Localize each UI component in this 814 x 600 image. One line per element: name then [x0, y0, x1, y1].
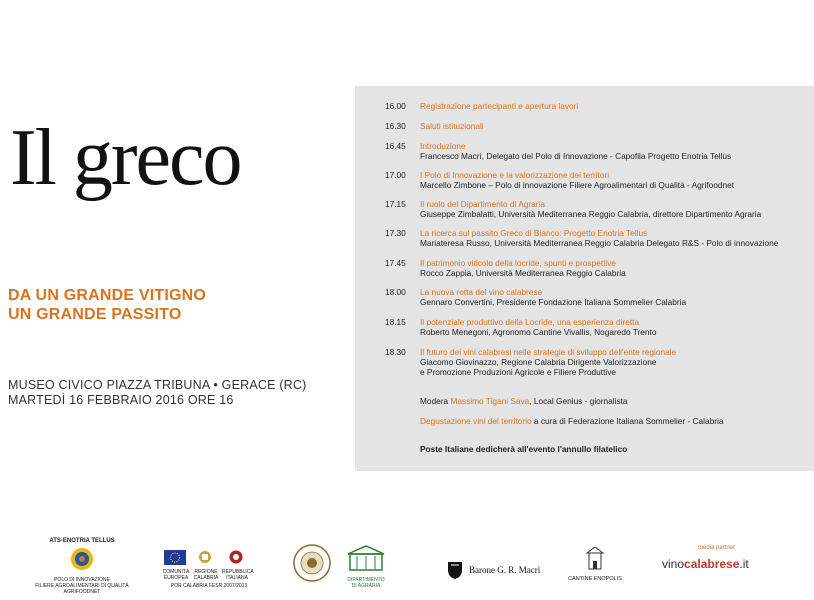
venue-line-2: MARTEDÌ 16 FEBBRAIO 2016 ORE 16: [8, 393, 234, 407]
program-time: 16.00: [385, 101, 406, 111]
calabrese-text: calabrese: [684, 557, 740, 571]
program-title: Introduzione: [420, 141, 466, 151]
program-detail: Giuseppe Zimbalatti, Università Mediterranea Reggio Calabria, direttore Dipartimento Agraria: [420, 209, 762, 219]
subtitle-line-2: UN GRANDE PASSITO: [8, 306, 182, 323]
enopolis-logo: [560, 547, 630, 587]
program-panel: [355, 86, 814, 471]
institution-flags-icon: [160, 548, 260, 568]
program-title: Il futuro dei vini calabresi nelle strategie di sviluppo dell'ente regionale: [420, 347, 677, 357]
ats-logo: [22, 538, 142, 600]
moderator-name: Massimo Tigani Sava: [450, 396, 530, 406]
program-time: 17.45: [385, 258, 406, 268]
dipartimento-logo: [343, 544, 389, 588]
event-subtitle: [8, 286, 206, 324]
polo-line-3: AGRIFOODNET: [63, 589, 101, 595]
subtitle-line-1: DA UN GRANDE VITIGNO: [8, 287, 207, 304]
program-title: Il potenziale produttivo della Locride, una esperienza diretta: [420, 317, 640, 327]
tasting-suffix: a cura di Federazione Italiana Sommelier - Calabria: [531, 416, 724, 426]
program-time: 16.45: [385, 141, 406, 151]
media-partner-logo: [660, 545, 770, 585]
program-time: 16.30: [385, 121, 406, 131]
program-title: La nuova rotta del vino calabrese: [420, 287, 543, 297]
program-detail: Francesco Macrì, Delegato del Polo di Innovazione - Capofila Progetto Enotria Tellus: [420, 151, 732, 161]
program-detail-2: e Promozione Produzioni Agricole e Filiere Produttive: [420, 367, 616, 377]
program-detail: Marcello Zimbone – Polo di innovazione Filiere Agroalimentari di Qualità - Agrifoodnet: [420, 180, 735, 190]
barone-label: Barone G. R. Macrì: [469, 565, 541, 575]
polo-emblem-icon: [22, 544, 142, 572]
program-title: La ricerca sul passito Greco di Bianco: Progetto Enotria Tellus: [420, 228, 648, 238]
dipartimento-line-2: DI AGRARIA: [351, 583, 381, 589]
polo-line-1: POLO DI INNOVAZIONE: [54, 577, 110, 583]
venue-info: [8, 378, 307, 408]
program-detail: Mariateresa Russo, Università Mediterranea Reggio Calabria Delegato R&S - Polo di innovazione: [420, 238, 779, 248]
program-time: 18.30: [385, 347, 406, 357]
program-detail: Roberto Menegoni, Agronomo Cantine Vivallis, Nogaredo Trento: [420, 327, 657, 337]
sponsor-footer: [0, 530, 814, 600]
repubblica-label: REPUBBLICA ITALIANA: [222, 569, 254, 581]
moderator-prefix: Modera: [420, 396, 451, 406]
stamp-note: Poste Italiane dedicherà all'evento l'annullo filatelico: [420, 444, 628, 454]
regione-label: REGIONE CALABRIA: [193, 569, 219, 581]
media-partner-label: media partner: [698, 545, 736, 551]
tower-icon: [560, 547, 630, 571]
program-time: 17.00: [385, 170, 406, 180]
polo-line-2: FILIERE AGROALIMENTARI DI QUALITÀ: [35, 583, 129, 589]
tasting-label: Degustazione vini del territorio: [420, 416, 532, 426]
event-title: Il greco: [10, 114, 241, 202]
program-title: Il patrimonio viticolo della locride, spunti e prospettive: [420, 258, 616, 268]
vinocalabrese-wordmark: [662, 557, 749, 571]
moderator-text: [420, 396, 628, 406]
venue-line-1: MUSEO CIVICO PIAZZA TRIBUNA • GERACE (RC): [8, 378, 307, 392]
program-detail: Rocco Zappia, Università Mediterranea Reggio Calabria: [420, 268, 626, 278]
program-detail: Giacomo Giovinazzo, Regione Calabria Dirigente Valorizzazione: [420, 357, 657, 367]
fesr-label: POR CALABRIA FESR 2007/2013: [170, 583, 248, 589]
institutional-logos: [160, 548, 260, 600]
program-title: Il ruolo del Dipartimento di Agraria: [420, 199, 545, 209]
eu-label: COMUNITÀ EUROPEA: [162, 569, 190, 581]
university-seal-icon: [292, 543, 332, 583]
program-time: 17.30: [385, 228, 406, 238]
it-text: .it: [739, 557, 749, 571]
ats-label: ATS-ENOTRIA TELLUS: [49, 538, 115, 544]
cantine-label: CANTINE ENOPOLIS: [568, 576, 622, 582]
dipartimento-line-1: DIPARTIMENTO: [347, 577, 385, 583]
building-icon: [343, 544, 389, 572]
barone-logo: [447, 560, 557, 580]
shield-icon: [447, 560, 463, 580]
program-time: 18.00: [385, 287, 406, 297]
vino-text: vino: [662, 557, 685, 571]
program-title: Registrazione partecipanti e apertura lavori: [420, 101, 579, 111]
moderator-suffix: , Local Genius - giornalista: [529, 396, 628, 406]
tasting-text: [420, 416, 723, 426]
program-time: 17.15: [385, 199, 406, 209]
program-time: 18.15: [385, 317, 406, 327]
program-title: I Polo di Innovazione e la valorizzazione dei territori: [420, 170, 610, 180]
program-detail: Gennaro Convertini, Presidente Fondazione Italiana Sommelier Calabria: [420, 297, 687, 307]
program-title: Saluti istituzionali: [420, 121, 484, 131]
